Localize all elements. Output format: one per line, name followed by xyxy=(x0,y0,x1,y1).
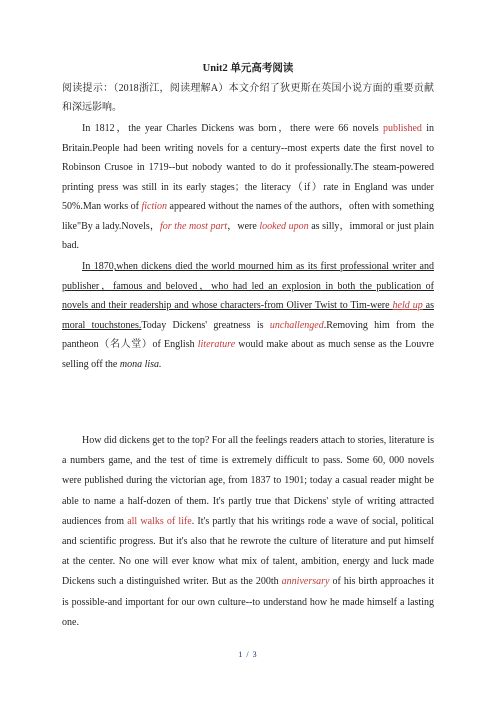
paragraph-3 xyxy=(62,431,434,633)
reading-tip: 阅读提示：（2018浙江，阅读理解A）本文介绍了狄更斯在英国小说方面的重要贡献和深远影响。 xyxy=(62,83,434,113)
highlight-word: published xyxy=(383,123,422,134)
highlight-word: all walks of life xyxy=(127,515,192,527)
highlight-word: for the most part xyxy=(159,220,228,232)
highlight-word: literature xyxy=(197,339,236,350)
text: How did dickens get to the top? For all the feelings readers attach to stories, literature is a numbers game, and the test of time is extremely difficult to pass. Some 60, 000 novels were published during the victorian age, from 1837 to 1901; today a casual reader might be able to name a half-dozen of them. It's partly true that Dickens' style of writing attracted audiences from xyxy=(62,435,434,527)
paragraph-2 xyxy=(62,257,434,374)
italic-word: mona lisa. xyxy=(119,358,162,370)
highlight-word: anniversary xyxy=(281,576,330,588)
text: In 1812，the year Charles Dickens was born，there were 66 novels xyxy=(82,123,383,134)
text: would make about as much sense as the Louvre selling off the xyxy=(62,339,434,370)
highlight-word: unchallenged xyxy=(269,319,324,331)
highlight-word: held up xyxy=(392,300,423,311)
text: appeared without the names of the authors，often with something like"By a lady.Novels， xyxy=(62,201,434,232)
underlined-text: as moral touchstones. xyxy=(62,300,434,331)
text: as silly，immoral or just plain bad. xyxy=(62,220,434,251)
text: .Removing him from the pantheon（名人堂）of English xyxy=(62,319,434,350)
text: Today Dickens' greatness is xyxy=(141,319,270,331)
text: ，were xyxy=(227,220,260,232)
text: . It's partly that his writings rode a wave of social, political and scientific progress. But it's also that he rewrote the culture of literature and put himself at the center. No one will ever know what mix of talent, ambition, energy and luck made Dickens such a distinguished writer. But as the 200th xyxy=(62,515,434,588)
page-title: Unit2 单元高考阅读 xyxy=(202,63,294,74)
highlight-word: fiction xyxy=(141,201,168,212)
text: of his birth approaches it is possible-and important for our own culture--to understand how he made himself a lasting one. xyxy=(62,576,434,628)
highlight-word: looked upon xyxy=(259,220,309,232)
paragraph-1 xyxy=(62,119,434,256)
underlined-text: In 1870,when dickens died the world mourned him as its first professional writer and publisher，famous and beloved，who had led an explosion in both the publication of novels and their readership and whose characters-from Oliver Twist to Tim-were xyxy=(62,261,434,311)
text: in Britain.People had been writing novels for a century--most experts date the first novel to Robinson Crusoe in 1719--but nobody wanted to do it professionally.The steam-powered printing press was still in its early stages；the literacy（if）rate in England was under 50%.Man works of xyxy=(62,123,434,212)
page-number: 1 / 3 xyxy=(238,650,258,659)
